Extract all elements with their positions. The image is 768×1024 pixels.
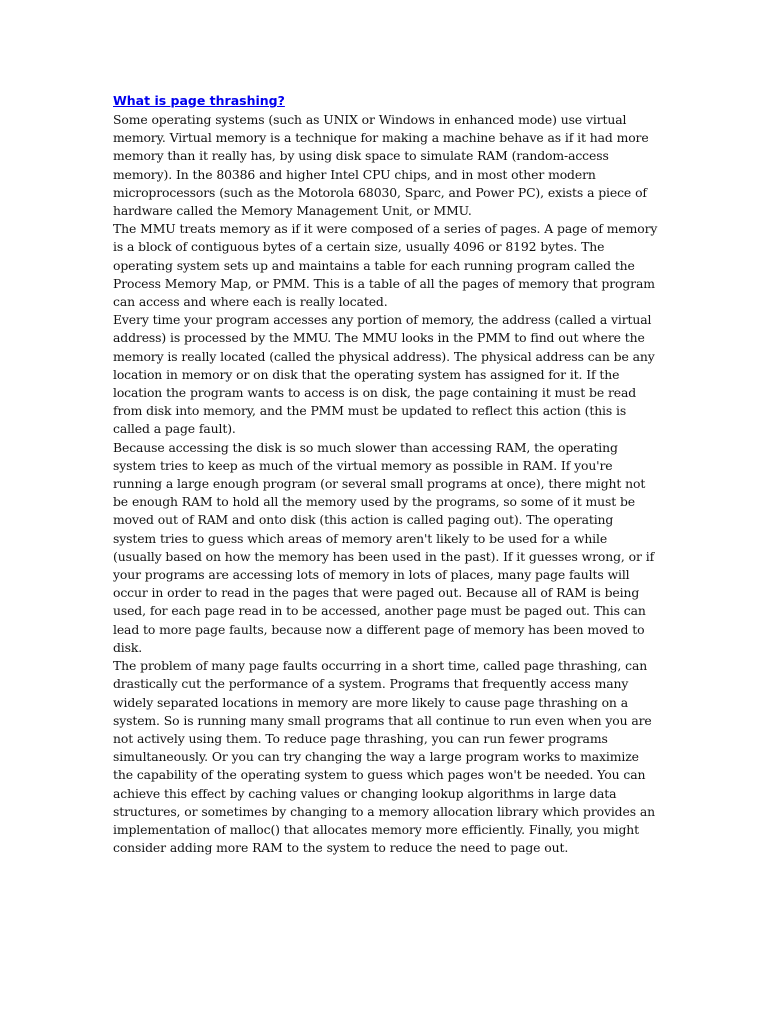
paragraph-virtual-memory: Some operating systems (such as UNIX or Windows in enhanced mode) use virtual memory. Virtual memory is a technique for making a machine behave as if it had more memory than it really has, by using disk space to simulate RAM (random-access memory). In the 80386 and higher Intel CPU chips, and in most other modern microprocessors (such as the Motorola 68030, Sparc, and Power PC), exists a piece of hardware called the Memory Management Unit, or MMU. <box>113 112 649 219</box>
document-page <box>113 92 658 857</box>
article-title-link[interactable]: What is page thrashing? <box>113 93 285 108</box>
paragraph-page-fault: Every time your program accesses any portion of memory, the address (called a virtual address) is processed by the MMU. The MMU looks in the PMM to find out where the memory is really located (called the physical address). The physical address can be any location in memory or on disk that the operating system has assigned for it. If the location the program wants to access is on disk, the page containing it must be read from disk into memory, and the PMM must be updated to reflect this action (this is called a page fault). <box>113 312 655 437</box>
paragraph-paging-out: Because accessing the disk is so much slower than accessing RAM, the operating system tries to keep as much of the virtual memory as possible in RAM. If you're running a large enough program (or several small programs at once), there might not be enough RAM to hold all the memory used by the programs, so some of it must be moved out of RAM and onto disk (this action is called paging out). The operating system tries to guess which areas of memory aren't likely to be used for a while (usually based on how the memory has been used in the past). If it guesses wrong, or if your programs are accessing lots of memory in lots of places, many page faults will occur in order to read in the pages that were paged out. Because all of RAM is being used, for each page read in to be accessed, another page must be paged out. This can lead to more page faults, because now a different page of memory has been moved to disk. <box>113 439 655 655</box>
paragraph-page-thrashing: The problem of many page faults occurring in a short time, called page thrashing, can drastically cut the performance of a system. Programs that frequently access many widely separated locations in memory are more likely to cause page thrashing on a system. So is running many small programs that all continue to run even when you are not actively using them. To reduce page thrashing, you can run fewer programs simultaneously. Or you can try changing the way a large program works to maximize the capability of the operating system to guess which pages won't be needed. You can achieve this effect by caching values or changing lookup algorithms in large data structures, or sometimes by changing to a memory allocation library which provides an implementation of malloc() that allocates memory more efficiently. Finally, you might consider adding more RAM to the system to reduce the need to page out. <box>113 658 655 856</box>
paragraph-mmu-pages: The MMU treats memory as if it were composed of a series of pages. A page of memory is a block of contiguous bytes of a certain size, usually 4096 or 8192 bytes. The operating system sets up and maintains a table for each running program called the Process Memory Map, or PMM. This is a table of all the pages of memory that program can access and where each is really located. <box>113 221 658 310</box>
